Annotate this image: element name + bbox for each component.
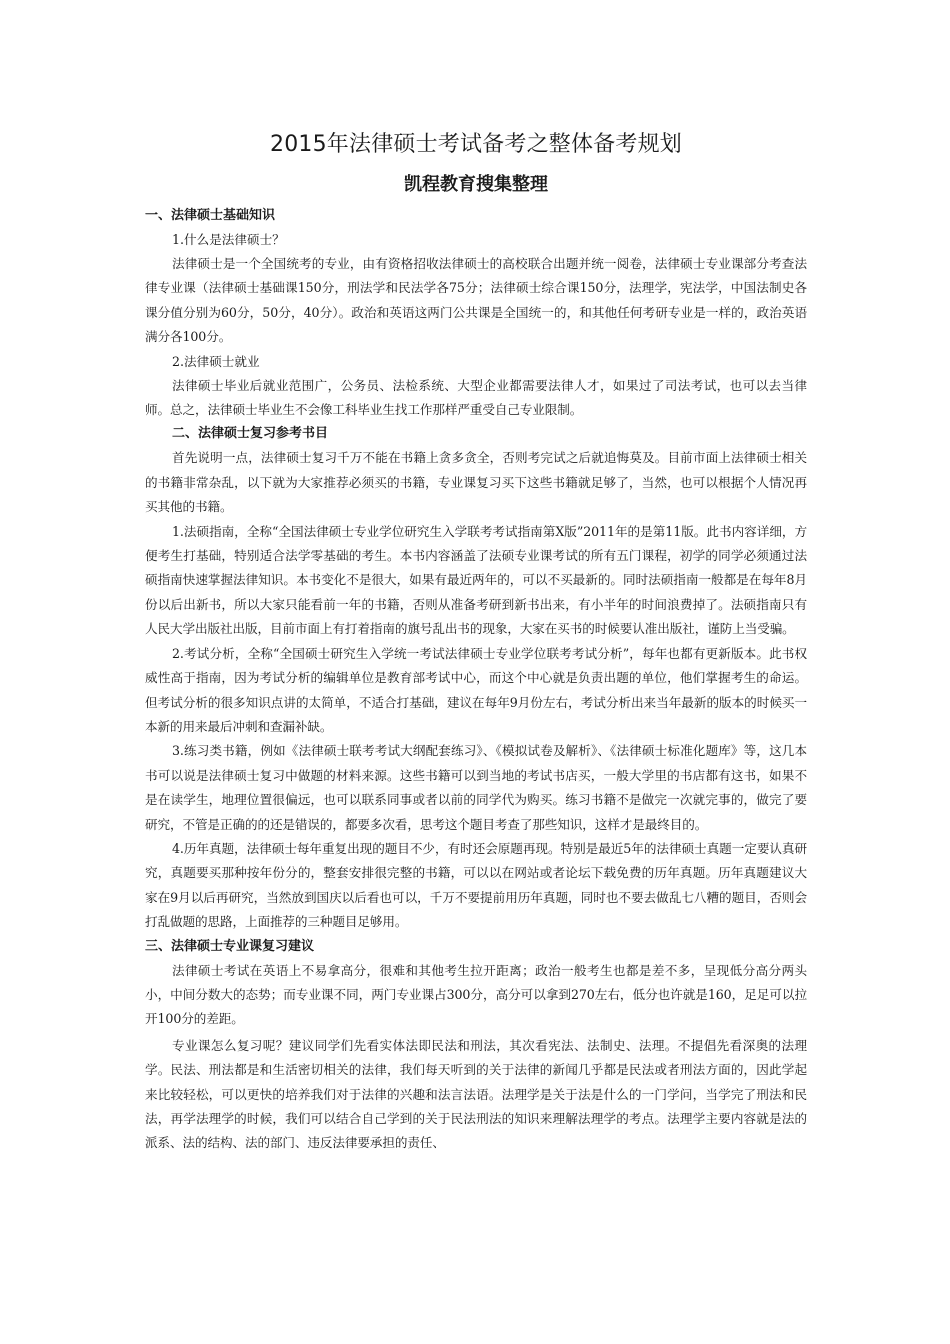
paragraph: 4.历年真题，法律硕士每年重复出现的题目不少，有时还会原题再现。特别是最近5年的法律硕士真题一定要认真研究，真题要买那种按年份分的，整套安排很完整的书籍，可以以在网站或者论坛下载免费的历年真题。历年真题建议大家在9月以后再研究，当然放到国庆以后看也可以，千万不要提前用历年真题，同时也不要去做乱七八糟的题目，否则会打乱做题的思路，上面推荐的三种题目足够用。 <box>145 840 807 930</box>
document-page <box>145 130 807 1156</box>
section-study-advice <box>145 935 807 1156</box>
section-heading: 三、法律硕士专业课复习建议 <box>145 938 315 954</box>
section-basics <box>145 204 807 422</box>
document-subtitle: 凯程教育搜集整理 <box>404 174 548 195</box>
paragraph: 法律硕士毕业后就业范围广，公务员、法检系统、大型企业都需要法律人才，如果过了司法考试，也可以去当律师。总之，法律硕士毕业生不会像工科毕业生找工作那样严重受自己专业限制。 <box>145 377 807 418</box>
paragraph: 3.练习类书籍，例如《法律硕士联考考试大纲配套练习》、《模拟试卷及解析》、《法律硕士标准化题库》等，这几本书可以说是法律硕士复习中做题的材料来源。这些书籍可以到当地的考试书店买，一般大学里的书店都有这书，如果不是在读学生，地理位置很偏远，也可以联系同事或者以前的同学代为购买。练习书籍不是做完一次就完事的，做完了要研究，不管是正确的的还是错误的，都要多次看，思考这个题目考查了那些知识，这样才是最终目的。 <box>145 743 807 832</box>
subheading: 2.法律硕士就业 <box>172 353 260 369</box>
paragraph: 专业课怎么复习呢？建议同学们先看实体法即民法和刑法，其次看宪法、法制史、法理。不提倡先看深奥的法理学。民法、刑法都是和生活密切相关的法律，我们每天听到的关于法律的新闻几乎都是民法或者刑法方面的，因此学起来比较轻松，可以更快的培养我们对于法律的兴趣和法言法语。法理学是关于法是什么的一门学问，当学完了刑法和民法，再学法理学的时候，我们可以结合自己学到的关于民法刑法的知识来理解法理学的考点。法理学主要内容就是法的派系、法的结构、法的部门、违反法律要承担的责任、 <box>145 1037 807 1151</box>
paragraph: 2.考试分析，全称“全国硕士研究生入学统一考试法律硕士专业学位联考考试分析”，每年也都有更新版本。此书权威性高于指南，因为考试分析的编辑单位是教育部考试中心，而这个中心就是负责出题的单位，他们掌握考生的命运。但考试分析的很多知识点讲的太简单，不适合打基础，建议在每年9月份左右，考试分析出来当年最新的版本的时候买一本新的用来最后冲刺和查漏补缺。 <box>145 645 807 734</box>
section-reference-books <box>145 422 807 934</box>
paragraph: 首先说明一点，法律硕士复习千万不能在书籍上贪多贪全，否则考完试之后就追悔莫及。目前市面上法律硕士相关的书籍非常杂乱，以下就为大家推荐必须买的书籍，专业课复习买下这些书籍就足够了，当然，也可以根据个人情况再买其他的书籍。 <box>145 450 807 515</box>
section-heading: 一、法律硕士基础知识 <box>145 208 276 223</box>
document-title: 2015年法律硕士考试备考之整体备考规划 <box>270 132 682 157</box>
paragraph: 法律硕士考试在英语上不易拿高分，很难和其他考生拉开距离；政治一般考生也都是差不多，呈现低分高分两头小，中间分数大的态势；而专业课不同，两门专业课占300分，高分可以拿到270左右，低分也许就是160，足足可以拉开100分的差距。 <box>145 962 807 1027</box>
section-heading: 二、法律硕士复习参考书目 <box>172 426 329 442</box>
paragraph: 1.法硕指南，全称“全国法律硕士专业学位研究生入学联考考试指南第X版”2011年的是第11版。此书内容详细，方便考生打基础，特别适合法学零基础的考生。本书内容涵盖了法硕专业课考试的所有五门课程，初学的同学必须通过法硕指南快速掌握法律知识。本书变化不是很大，如果有最近两年的，可以不买最新的。同时法硕指南一般都是在每年8月份以后出新书，所以大家只能看前一年的书籍，否则从准备考研到新书出来，有小半年的时间浪费掉了。法硕指南只有人民大学出版社出版，目前市面上有打着指南的旗号乱出书的现象，大家在买书的时候要认准出版社，谨防上当受骗。 <box>145 523 807 637</box>
paragraph: 法律硕士是一个全国统考的专业，由有资格招收法律硕士的高校联合出题并统一阅卷，法律硕士专业课部分考查法律专业课（法律硕士基础课150分，刑法学和民法学各75分；法律硕士综合课150分，法理学，宪法学，中国法制史各课分值分别为60分，50分，40分）。政治和英语这两门公共课是全国统一的，和其他任何考研专业是一样的，政治英语满分各100分。 <box>145 256 807 345</box>
subheading: 1.什么是法律硕士？ <box>172 232 285 247</box>
